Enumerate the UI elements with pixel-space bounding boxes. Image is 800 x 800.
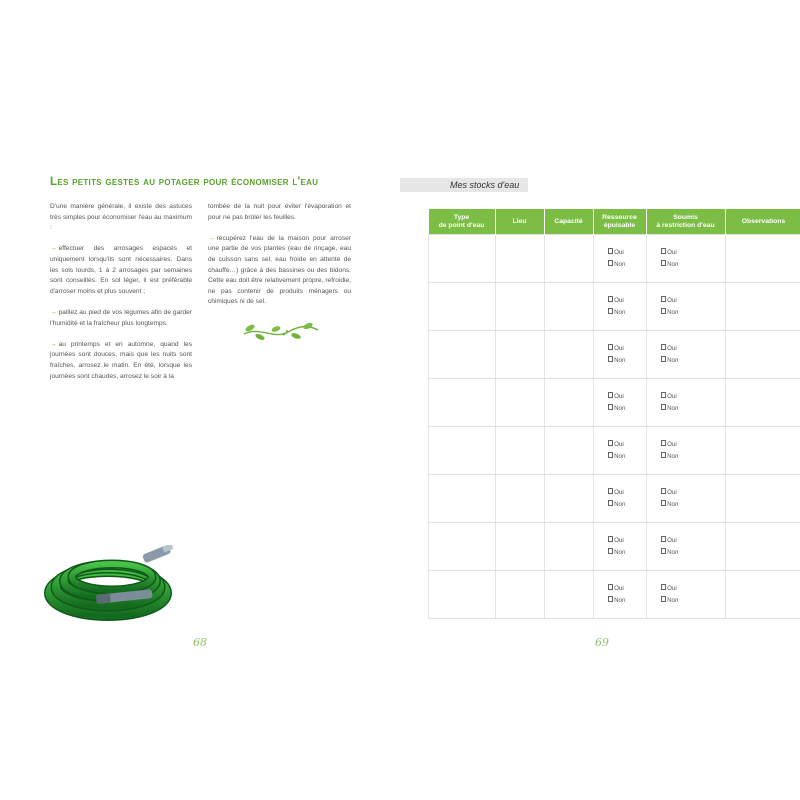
option-non[interactable] xyxy=(594,547,646,559)
checkbox-icon[interactable] xyxy=(608,536,614,542)
checkbox-label: Non xyxy=(614,260,626,268)
option-oui[interactable] xyxy=(647,343,725,355)
table-cell[interactable] xyxy=(544,283,593,331)
column-header: Type de point d'eau xyxy=(429,209,496,235)
table-cell xyxy=(593,475,646,523)
checkbox-label: Non xyxy=(667,500,679,508)
option-non[interactable] xyxy=(647,259,725,271)
option-non[interactable] xyxy=(647,547,725,559)
paragraph xyxy=(50,202,192,234)
table-cell[interactable] xyxy=(544,331,593,379)
checkbox-icon[interactable] xyxy=(608,404,614,410)
table-cell[interactable] xyxy=(544,475,593,523)
checkbox-label: Non xyxy=(667,356,679,364)
option-oui[interactable] xyxy=(647,247,725,259)
option-non[interactable] xyxy=(647,403,725,415)
table-cell xyxy=(646,235,725,283)
checkbox-icon[interactable] xyxy=(608,440,614,446)
paragraph xyxy=(50,308,192,329)
checkbox-icon[interactable] xyxy=(661,500,667,506)
option-oui[interactable] xyxy=(647,295,725,307)
checkbox-label: Oui xyxy=(667,249,677,256)
table-cell xyxy=(646,523,725,571)
checkbox-icon[interactable] xyxy=(661,596,667,602)
checkbox-icon[interactable] xyxy=(608,248,614,254)
checkbox-icon[interactable] xyxy=(608,596,614,602)
option-oui[interactable] xyxy=(594,535,646,547)
checkbox-icon[interactable] xyxy=(608,584,614,590)
checkbox-label: Non xyxy=(667,452,679,460)
paragraph xyxy=(50,340,192,382)
table-title: Mes stocks d'eau xyxy=(400,178,528,192)
checkbox-label: Non xyxy=(614,548,626,556)
checkbox-label: Oui xyxy=(667,537,677,544)
table-cell[interactable] xyxy=(495,235,544,283)
arrow-bullet-icon: → xyxy=(50,340,57,348)
table-cell xyxy=(593,283,646,331)
table-row xyxy=(429,331,800,379)
table-cell[interactable] xyxy=(429,331,496,379)
table-cell[interactable] xyxy=(495,523,544,571)
checkbox-label: Non xyxy=(614,596,626,604)
option-oui[interactable] xyxy=(647,391,725,403)
checkbox-icon[interactable] xyxy=(608,488,614,494)
checkbox-icon[interactable] xyxy=(661,308,667,314)
option-non[interactable] xyxy=(594,403,646,415)
table-cell xyxy=(646,331,725,379)
table-header-row xyxy=(429,209,800,235)
checkbox-label: Non xyxy=(614,308,626,316)
checkbox-icon[interactable] xyxy=(608,296,614,302)
checkbox-label: Non xyxy=(614,404,626,412)
paragraph-text: paillez au pied de vos légumes afin de garder l'humidité et la fraîcheur plus longtemps. xyxy=(50,308,192,327)
checkbox-icon[interactable] xyxy=(661,344,667,350)
checkbox-label: Oui xyxy=(667,441,677,448)
table-cell[interactable] xyxy=(429,283,496,331)
checkbox-label: Oui xyxy=(614,537,624,544)
checkbox-label: Oui xyxy=(667,345,677,352)
table-cell[interactable] xyxy=(725,235,800,283)
page-number: 69 xyxy=(595,636,609,649)
option-oui[interactable] xyxy=(594,295,646,307)
arrow-bullet-icon: → xyxy=(208,234,215,242)
table-cell[interactable] xyxy=(544,523,593,571)
table-cell xyxy=(646,427,725,475)
arrow-bullet-icon: → xyxy=(50,245,57,253)
table-cell[interactable] xyxy=(725,379,800,427)
paragraph xyxy=(208,234,351,308)
checkbox-icon[interactable] xyxy=(661,536,667,542)
checkbox-label: Non xyxy=(614,356,626,364)
checkbox-icon[interactable] xyxy=(661,548,667,554)
column-header: Ressource épuisable xyxy=(593,209,646,235)
table-cell xyxy=(593,427,646,475)
checkbox-icon[interactable] xyxy=(661,488,667,494)
checkbox-label: Oui xyxy=(614,249,624,256)
checkbox-icon[interactable] xyxy=(661,356,667,362)
table-body xyxy=(429,235,800,619)
table-cell[interactable] xyxy=(495,283,544,331)
column-header: Lieu xyxy=(495,209,544,235)
table-row xyxy=(429,283,800,331)
option-oui[interactable] xyxy=(647,583,725,595)
table-cell[interactable] xyxy=(495,475,544,523)
table-cell[interactable] xyxy=(495,331,544,379)
text-column-2 xyxy=(208,202,351,319)
option-non[interactable] xyxy=(594,307,646,319)
table-cell[interactable] xyxy=(725,427,800,475)
checkbox-label: Non xyxy=(667,548,679,556)
checkbox-icon[interactable] xyxy=(608,356,614,362)
column-header: Soumis à restriction d'eau xyxy=(646,209,725,235)
checkbox-icon[interactable] xyxy=(661,584,667,590)
option-non[interactable] xyxy=(647,595,725,607)
option-oui[interactable] xyxy=(594,487,646,499)
checkbox-icon[interactable] xyxy=(661,296,667,302)
table-row xyxy=(429,379,800,427)
paragraph-text: D'une manière générale, il existe des astuces très simples pour économiser l'eau au maximum : xyxy=(50,203,192,232)
right-page xyxy=(400,0,800,800)
table-cell[interactable] xyxy=(495,379,544,427)
checkbox-label: Oui xyxy=(614,393,624,400)
checkbox-icon[interactable] xyxy=(608,452,614,458)
table-cell[interactable] xyxy=(544,571,593,619)
table-cell[interactable] xyxy=(429,235,496,283)
paragraph-text: effectuer des arrosages espacés et uniquement lorsqu'ils sont nécessaires. Dans les sols lourds, 1 à 2 arrosages par semaines sont conseillés. En sol léger, il est préférable d'arroser moins et plus souvent ; xyxy=(50,245,192,295)
checkbox-label: Non xyxy=(614,500,626,508)
option-oui[interactable] xyxy=(594,583,646,595)
checkbox-icon[interactable] xyxy=(661,392,667,398)
option-oui[interactable] xyxy=(594,247,646,259)
table-cell xyxy=(646,571,725,619)
page-heading: Les petits gestes au potager pour économiser l'eau xyxy=(50,176,319,188)
option-non[interactable] xyxy=(594,259,646,271)
checkbox-label: Oui xyxy=(667,585,677,592)
table-cell[interactable] xyxy=(429,571,496,619)
option-non[interactable] xyxy=(594,499,646,511)
paragraph xyxy=(208,202,351,223)
table-cell xyxy=(646,379,725,427)
checkbox-label: Oui xyxy=(614,297,624,304)
page-number: 68 xyxy=(193,636,207,649)
option-oui[interactable] xyxy=(594,439,646,451)
checkbox-label: Non xyxy=(667,260,679,268)
column-header: Capacité xyxy=(544,209,593,235)
vine-ornament-icon xyxy=(240,320,320,342)
checkbox-icon[interactable] xyxy=(608,308,614,314)
checkbox-icon[interactable] xyxy=(608,500,614,506)
option-non[interactable] xyxy=(647,307,725,319)
table-cell xyxy=(593,331,646,379)
table-cell[interactable] xyxy=(429,427,496,475)
option-non[interactable] xyxy=(647,355,725,367)
table-cell[interactable] xyxy=(495,427,544,475)
checkbox-icon[interactable] xyxy=(608,548,614,554)
paragraph xyxy=(50,244,192,297)
table-cell xyxy=(593,379,646,427)
paragraph-text: au printemps et en automne, quand les journées sont douces, mais que les nuits sont fraîches, arrosez le matin. En été, lorsque les journées sont chaudes, arrosez le soir à la xyxy=(50,340,192,380)
table-cell[interactable] xyxy=(725,523,800,571)
table-cell[interactable] xyxy=(429,379,496,427)
table-cell xyxy=(593,235,646,283)
option-non[interactable] xyxy=(594,451,646,463)
text-column-1 xyxy=(50,202,192,393)
checkbox-icon[interactable] xyxy=(661,248,667,254)
table-row xyxy=(429,475,800,523)
paragraph-text: récupérez l'eau de la maison pour arroser une partie de vos plantes (eau de rinçage, eau de cuisson sans sel, eau froide en attente de chauffe…) grâce à des bassines ou des bidons. Cette eau doit être relativement propre, refroidie, ne pas contenir de produits ménagers ou chimiques ni de sel. xyxy=(208,234,351,306)
table-cell[interactable] xyxy=(725,331,800,379)
option-non[interactable] xyxy=(647,499,725,511)
checkbox-label: Non xyxy=(667,308,679,316)
option-oui[interactable] xyxy=(647,535,725,547)
arrow-bullet-icon: → xyxy=(50,308,57,316)
checkbox-label: Oui xyxy=(614,585,624,592)
checkbox-label: Oui xyxy=(667,393,677,400)
column-header: Observations xyxy=(725,209,800,235)
table-cell[interactable] xyxy=(429,523,496,571)
checkbox-label: Oui xyxy=(667,297,677,304)
water-stock-table xyxy=(428,209,800,619)
table-cell xyxy=(646,475,725,523)
checkbox-icon[interactable] xyxy=(608,392,614,398)
table-cell[interactable] xyxy=(429,475,496,523)
option-non[interactable] xyxy=(594,355,646,367)
table-cell xyxy=(646,283,725,331)
checkbox-icon[interactable] xyxy=(661,440,667,446)
table-cell[interactable] xyxy=(544,235,593,283)
table-cell xyxy=(593,571,646,619)
table-cell xyxy=(593,523,646,571)
checkbox-icon[interactable] xyxy=(608,260,614,266)
table-cell[interactable] xyxy=(495,571,544,619)
table-row xyxy=(429,427,800,475)
checkbox-icon[interactable] xyxy=(661,404,667,410)
checkbox-label: Non xyxy=(614,452,626,460)
option-oui[interactable] xyxy=(594,391,646,403)
table-cell[interactable] xyxy=(544,427,593,475)
option-oui[interactable] xyxy=(594,343,646,355)
garden-hose-illustration xyxy=(44,545,204,623)
table-cell[interactable] xyxy=(725,571,800,619)
option-oui[interactable] xyxy=(647,487,725,499)
table-row xyxy=(429,235,800,283)
table-cell[interactable] xyxy=(725,475,800,523)
table-cell[interactable] xyxy=(544,379,593,427)
paragraph-text: tombée de la nuit pour éviter l'évaporation et pour ne pas brûler les feuilles. xyxy=(208,203,351,221)
option-oui[interactable] xyxy=(647,439,725,451)
checkbox-label: Non xyxy=(667,596,679,604)
checkbox-label: Non xyxy=(667,404,679,412)
table-row xyxy=(429,571,800,619)
checkbox-label: Oui xyxy=(667,489,677,496)
checkbox-label: Oui xyxy=(614,489,624,496)
checkbox-label: Oui xyxy=(614,345,624,352)
option-non[interactable] xyxy=(594,595,646,607)
checkbox-icon[interactable] xyxy=(661,260,667,266)
table-cell[interactable] xyxy=(725,283,800,331)
checkbox-icon[interactable] xyxy=(661,452,667,458)
option-non[interactable] xyxy=(647,451,725,463)
checkbox-label: Oui xyxy=(614,441,624,448)
checkbox-icon[interactable] xyxy=(608,344,614,350)
table-row xyxy=(429,523,800,571)
